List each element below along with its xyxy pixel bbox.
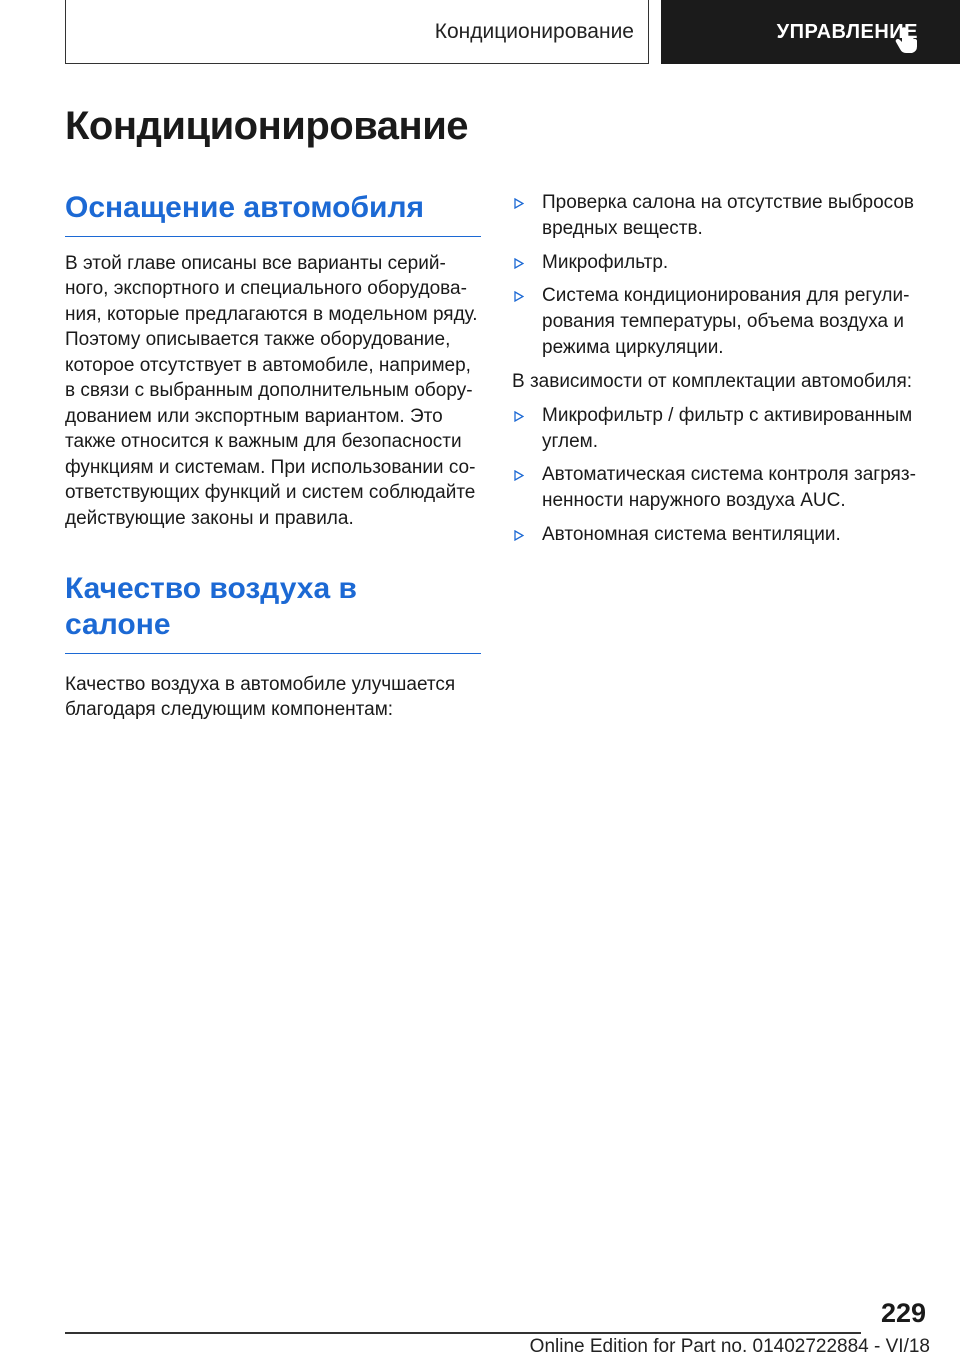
- triangle-bullet-icon: [514, 258, 524, 269]
- footer-divider: [65, 1332, 861, 1334]
- list-item: Автономная система вентиляции.: [512, 522, 932, 548]
- section-text-equipment: В этой главе описаны все варианты серийного, экспортного и специального оборудования, которые предлагаются в модельном ряду. Поэтому описывается также оборудование, которое отсутствует в автомобиле, например, в связи с выбранным дополнительным оборудованием или экспортным вариантом. Это также относится к важным для безопасности функциям и системам. При использовании соответствующих функций и систем соблюдайте действующие законы и правила.: [65, 253, 478, 529]
- left-column: [65, 190, 481, 723]
- triangle-bullet-icon: [514, 291, 524, 302]
- footer-edition: Online Edition for Part no. 01402722884 - VI/18: [529, 1336, 930, 1357]
- triangle-bullet-icon: [514, 411, 524, 422]
- right-column: [512, 190, 932, 556]
- page-title: Кондиционирование: [65, 104, 469, 148]
- section-air-quality: [65, 571, 481, 723]
- bullet-list-components: [512, 190, 932, 361]
- list-item: Микрофильтр.: [512, 250, 932, 276]
- header-section: УПРАВЛЕНИЕ: [776, 20, 918, 43]
- page-number: 229: [880, 1298, 926, 1328]
- list-item: Автоматическая система контроля загрязненности наружного воздуха AUC.: [512, 462, 932, 514]
- equipment-dependency-text: В зависимости от комплектации автомобиля:: [512, 370, 913, 392]
- section-title-equipment: Оснащение автомобиля: [65, 190, 481, 237]
- bullet-list-optional: [512, 403, 932, 548]
- section-text-air-quality: Качество воздуха в автомобиле улучшается благодаря следующим компонентам:: [65, 673, 456, 721]
- triangle-bullet-icon: [514, 470, 524, 481]
- header-chapter-tab: [65, 0, 649, 64]
- triangle-bullet-icon: [514, 198, 524, 209]
- triangle-bullet-icon: [514, 530, 524, 541]
- pointing-hand-icon: [894, 26, 920, 54]
- section-title-air-quality: Качество воздуха в салоне: [65, 571, 357, 641]
- header-section-tab: [661, 0, 960, 64]
- list-item: Проверка салона на отсутствие выбросов вредных веществ.: [512, 190, 932, 242]
- list-item: Микрофильтр / фильтр с активированным углем.: [512, 403, 932, 455]
- header-chapter: Кондиционирование: [434, 19, 634, 43]
- list-item: Система кондиционирования для регулирования температуры, объема воздуха и режима циркуляции.: [512, 283, 932, 360]
